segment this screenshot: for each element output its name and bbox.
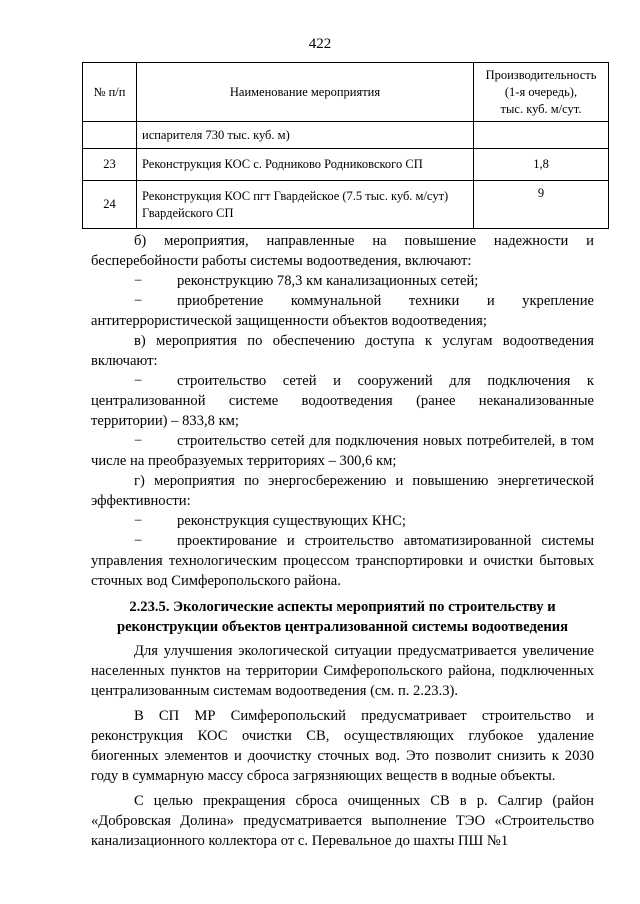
row-name-line2: Гвардейского СП: [142, 205, 234, 220]
table-row: [83, 149, 609, 181]
list-item: [91, 431, 594, 471]
paragraph-1: Для улучшения экологической ситуации предусматривается увеличение населенных пунктов на территории Симферопольского района, подключенных централизованным системам водоотведения (см. п. 2.23.3).: [91, 643, 594, 699]
measures-table: [82, 62, 609, 229]
row-num: 23: [83, 149, 137, 181]
dash-bullet: −: [134, 433, 143, 449]
row-num: [83, 122, 137, 149]
dash-bullet: −: [134, 293, 143, 309]
document-body: [91, 231, 594, 851]
list-item: [91, 271, 594, 291]
header-capacity-line3: тыс. куб. м/сут.: [500, 101, 582, 116]
list-item: [91, 531, 594, 591]
row-name-line1: Реконструкция КОС пгт Гвардейское (7.5 тыс. куб. м/сут): [142, 188, 449, 203]
list-item: [91, 291, 594, 331]
row-capacity: 1,8: [474, 149, 609, 181]
list-item: [91, 511, 594, 531]
dash-bullet: −: [134, 533, 143, 549]
list-item-text: проектирование и строительство автоматизированной системы управления технологическим процессом транспортировки и очистки бытовых сточных вод Симферопольского района.: [91, 533, 594, 589]
dash-bullet: −: [134, 273, 143, 289]
list-item-text: реконструкция существующих КНС;: [177, 513, 406, 529]
row-name: Реконструкция КОС с. Родниково Родниковского СП: [137, 149, 474, 181]
list-item-text: строительство сетей для подключения новых потребителей, в том числе на преобразуемых территориях – 300,6 км;: [91, 433, 594, 469]
section-heading-line1: 2.23.5. Экологические аспекты мероприятий по строительству и: [129, 599, 556, 615]
paragraph-v-intro: в) мероприятия по обеспечению доступа к услугам водоотведения включают:: [91, 333, 594, 369]
paragraph-3: С целью прекращения сброса очищенных СВ в р. Салгир (район «Добровская Долина» предусматривается выполнение ТЭО «Строительство канализационного коллектора от с. Перевальное до шахты ПШ №1: [91, 793, 594, 849]
row-name: испарителя 730 тыс. куб. м): [137, 122, 474, 149]
table-row: [83, 181, 609, 229]
section-heading: [91, 597, 594, 637]
list-item-text: реконструкцию 78,3 км канализационных сетей;: [177, 273, 479, 289]
section-heading-line2: реконструкции объектов централизованной системы водоотведения: [116, 619, 569, 635]
table-row: [83, 122, 609, 149]
list-item-text: строительство сетей и сооружений для подключения к централизованной системе водоотведения (ранее неканализованные территории) – 833,8 км;: [91, 373, 594, 429]
dash-bullet: −: [134, 373, 143, 389]
header-capacity-line1: Производительность: [485, 67, 597, 82]
list-item: [91, 371, 594, 431]
row-num: 24: [83, 181, 137, 229]
page-number: 422: [308, 36, 332, 52]
table-header-row: [83, 63, 609, 122]
header-capacity: [474, 63, 609, 122]
paragraph-b-intro: б) мероприятия, направленные на повышение надежности и бесперебойности работы системы водоотведения, включают:: [91, 233, 594, 269]
row-capacity: [474, 122, 609, 149]
header-num: № п/п: [83, 63, 137, 122]
header-capacity-line2: (1-я очередь),: [504, 84, 578, 99]
dash-bullet: −: [134, 513, 143, 529]
row-name: [137, 181, 474, 229]
header-name: Наименование мероприятия: [137, 63, 474, 122]
list-item-text: приобретение коммунальной техники и укрепление антитеррористической защищенности объектов водоотведения;: [91, 293, 594, 329]
row-capacity: 9: [474, 181, 609, 229]
paragraph-2: В СП МР Симферопольский предусматривает строительство и реконструкция КОС очистки СВ, осуществляющих глубокое удаление биогенных элементов и доочистку сточных вод. Это позволит снизить к 2030 году в суммарную массу сброса загрязняющих веществ в водные объекты.: [91, 708, 594, 784]
paragraph-g-intro: г) мероприятия по энергосбережению и повышению энергетической эффективности:: [91, 473, 594, 509]
